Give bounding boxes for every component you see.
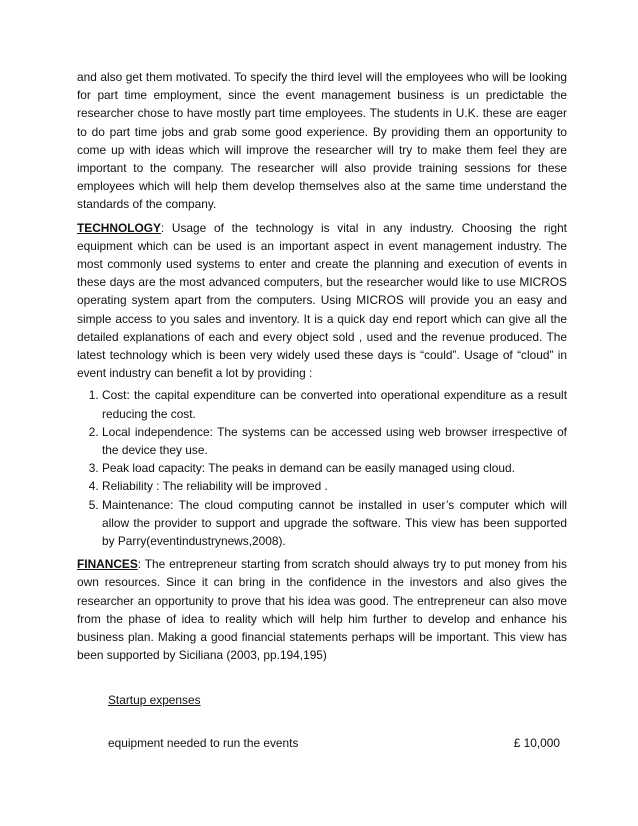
list-item: 3. Peak load capacity: The peaks in demand can be easily managed using cloud. bbox=[102, 459, 567, 477]
finances-body: : The entrepreneur starting from scratch should always try to put money from his own resources. Since it can bring in the confidence in the investors and also gives the researcher an opportunity to prove that his idea was good. The entrepreneur can also move from the phase of idea to reality which will help him further to develop and enhance his business plan. Making a good financial statements perhaps will be important. This view has been supported by Siciliana (2003, pp.194,195) bbox=[77, 557, 567, 663]
technology-paragraph bbox=[77, 219, 567, 383]
startup-expenses-title: Startup expenses bbox=[108, 693, 201, 707]
finances-paragraph bbox=[77, 555, 567, 664]
finances-heading: FINANCES bbox=[77, 557, 138, 572]
intro-paragraph: and also get them motivated. To specify the third level will the employees who will be looking for part time employment, since the event management business is un predictable the researcher chose to have mostly part time employees. The students in U.K. these are eager to do part time jobs and grab some good experience. By providing them an opportunity to come up with ideas which will improve the researcher will try to make them feel they are important to the company. The researcher will also provide training sessions for these employees which will help them develop themselves also at the same time understand the standards of the company. bbox=[77, 70, 567, 212]
expense-row bbox=[108, 736, 560, 750]
technology-body: : Usage of the technology is vital in any industry. Choosing the right equipment which can be used is an important aspect in event management industry. The most commonly used systems to enter and create the planning and execution of events in these days are the most advanced computers, but the researcher would like to use MICROS operating system apart from the computers. Using MICROS will provide you an easy and simple access to you sales and inventory. It is a quick day end report which can give all the detailed explanations of each and every object sold , used and the revenue produced. The latest technology which is been very widely used these days is “could”. Usage of “cloud” in event industry can benefit a lot by providing : bbox=[77, 220, 567, 381]
technology-heading: TECHNOLOGY bbox=[77, 220, 161, 235]
expense-label: equipment needed to run the events bbox=[108, 736, 299, 750]
list-item: 5. Maintenance: The cloud computing cannot be installed in user’s computer which will allow the provider to support and upgrade the software. This view has been supported by Parry(eventindustrynews,2008). bbox=[102, 496, 567, 551]
list-item: 1. Cost: the capital expenditure can be converted into operational expenditure as a result reducing the cost. bbox=[102, 386, 567, 422]
list-item: 4. Reliability : The reliability will be improved . bbox=[102, 477, 567, 495]
document-page bbox=[77, 68, 567, 665]
cloud-benefits-list bbox=[77, 386, 567, 550]
expense-amount: £ 10,000 bbox=[513, 736, 560, 750]
list-item: 2. Local independence: The systems can be accessed using web browser irrespective of the device they use. bbox=[102, 423, 567, 459]
